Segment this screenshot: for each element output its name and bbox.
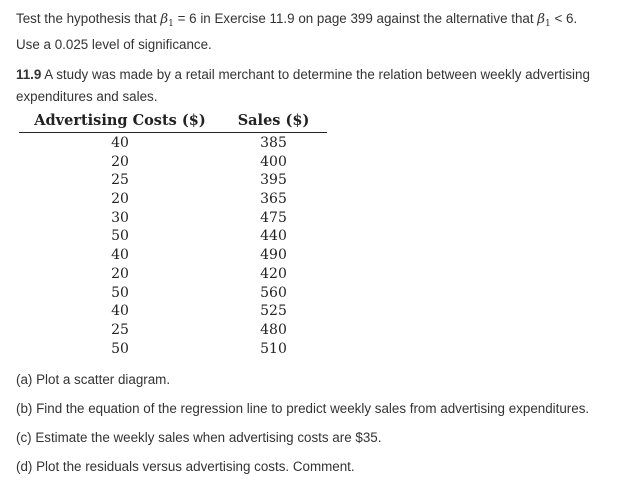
cell-advertising-cost: 25 [111, 321, 129, 338]
cell-sales: 525 [260, 303, 287, 320]
beta-letter-2: β [537, 12, 546, 27]
cell-sales: 510 [260, 340, 287, 357]
table-row [19, 340, 327, 359]
cell-sales: 440 [260, 228, 287, 245]
cell-advertising-cost: 50 [111, 340, 129, 357]
exercise-text-line2: expenditures and sales. [16, 89, 158, 104]
question-c: (c) Estimate the weekly sales when advertising costs are $35. [16, 430, 382, 445]
cell-advertising-cost: 50 [111, 284, 129, 301]
table-row [19, 190, 327, 209]
intro-text-1: Test the hypothesis that [16, 11, 161, 26]
beta-subscript-2: 1 [545, 19, 551, 29]
intro-text-2: = 6 in Exercise 11.9 on page 399 against the alternative that [173, 11, 538, 26]
table-row [19, 153, 327, 172]
table-row [19, 227, 327, 246]
cell-sales: 420 [260, 265, 287, 282]
intro-text-3: < 6. [550, 11, 578, 26]
hypothesis-statement [16, 6, 577, 34]
table-row [19, 302, 327, 321]
table-header [19, 110, 327, 132]
cell-advertising-cost: 40 [111, 135, 129, 151]
beta-subscript: 1 [168, 19, 174, 29]
cell-sales: 400 [260, 153, 287, 170]
table-row [19, 171, 327, 190]
table-row [19, 284, 327, 303]
cell-advertising-cost: 30 [111, 209, 129, 226]
cell-advertising-cost: 25 [111, 172, 129, 189]
header-sales: Sales ($) [237, 112, 310, 129]
cell-sales: 395 [260, 172, 287, 189]
beta-symbol [160, 12, 173, 27]
question-d: (d) Plot the residuals versus advertising costs. Comment. [16, 459, 355, 474]
cell-advertising-cost: 40 [111, 303, 129, 320]
cell-advertising-cost: 20 [111, 265, 129, 282]
table-row [19, 321, 327, 340]
cell-sales: 385 [260, 135, 287, 151]
table-row [19, 209, 327, 228]
cell-sales: 475 [260, 209, 287, 226]
cell-sales: 490 [260, 247, 287, 264]
question-a: (a) Plot a scatter diagram. [16, 372, 171, 387]
table-row [19, 265, 327, 284]
beta-letter: β [160, 12, 169, 27]
cell-sales: 560 [260, 284, 287, 301]
data-table [19, 110, 327, 358]
question-b: (b) Find the equation of the regression line to predict weekly sales from advertising expenditures. [16, 401, 590, 416]
cell-advertising-cost: 50 [111, 228, 129, 245]
beta-symbol-2 [537, 12, 550, 27]
cell-advertising-cost: 20 [111, 191, 129, 208]
table-row [19, 134, 327, 153]
table-body [19, 134, 327, 358]
exercise-text: A study was made by a retail merchant to determine the relation between weekly advertising [41, 67, 590, 82]
cell-sales: 365 [260, 191, 287, 208]
cell-advertising-cost: 40 [111, 247, 129, 264]
exercise-number: 11.9 [16, 67, 42, 82]
significance-level: Use a 0.025 level of significance. [16, 37, 212, 52]
cell-sales: 480 [260, 321, 287, 338]
table-row [19, 246, 327, 265]
header-advertising-costs: Advertising Costs ($) [34, 112, 206, 129]
header-rule [19, 132, 327, 133]
cell-advertising-cost: 20 [111, 153, 129, 170]
